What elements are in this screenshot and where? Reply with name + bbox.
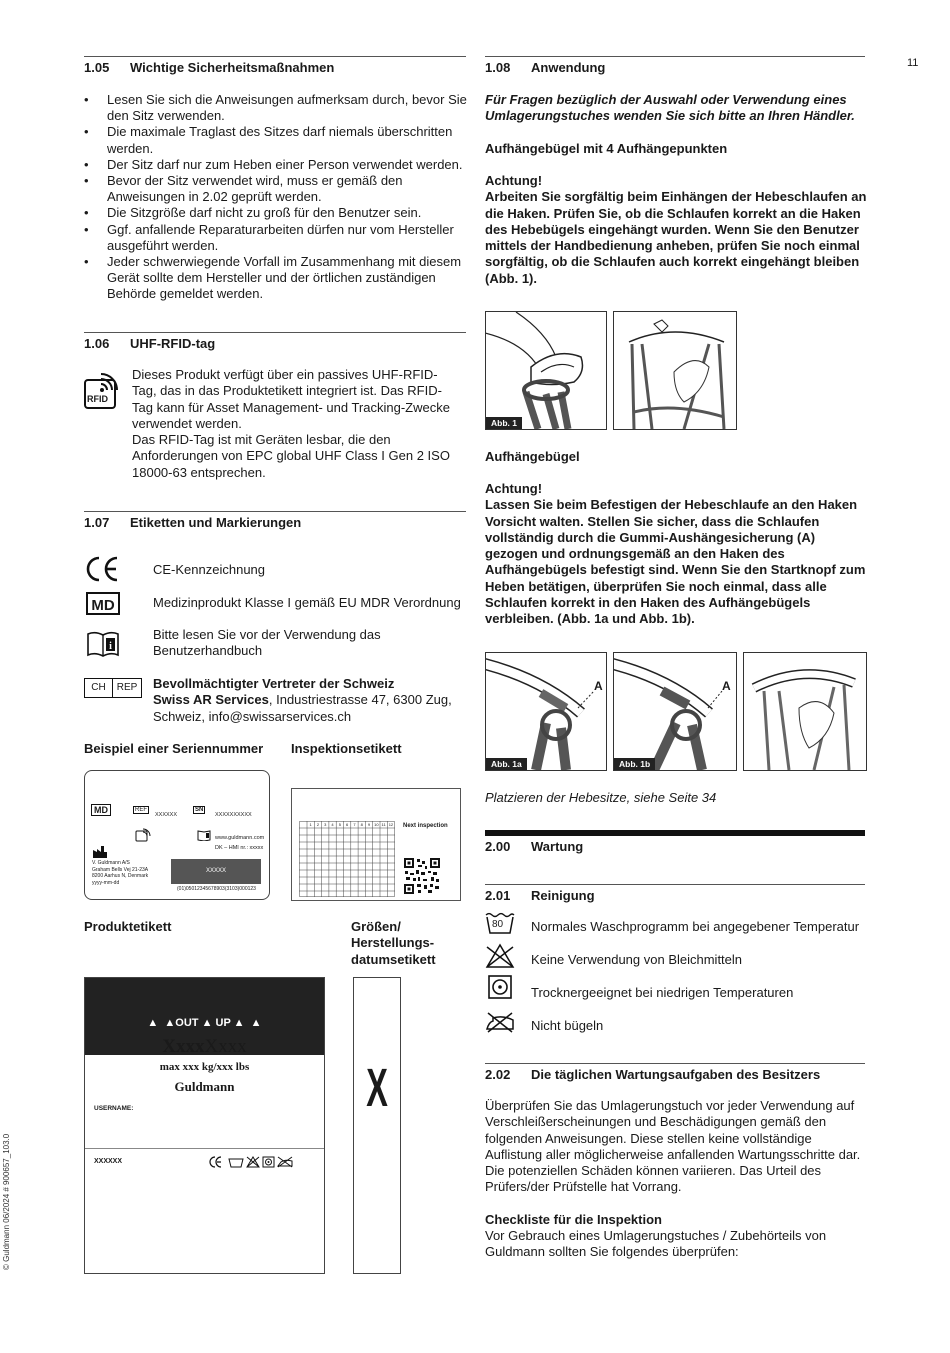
no-bleach-icon	[485, 943, 515, 974]
product-label-top-band	[85, 978, 324, 1015]
instructions-book-icon	[86, 630, 120, 658]
list-item: • Ggf. anfallende Reparaturarbeiten dürfen nur vom Hersteller ausgeführt werden.	[84, 222, 468, 254]
divider	[485, 1063, 865, 1064]
checklist-heading: Checkliste für die Inspektion	[485, 1212, 662, 1227]
divider	[85, 1148, 324, 1149]
subheading-4-point-bar: Aufhängebügel mit 4 Aufhängepunkten	[485, 141, 728, 156]
warning-1: Achtung! Arbeiten Sie sorgfältig beim Einhängen der Hebeschlaufen an die Haken. Prüfen Sie, ob die Schlaufen korrekt an die Haken des Hebebügels eingehängt wurden. Wenn Sie den Benutzer mittels der Handbedienung anheben, prüfen Sie noch einmal sorgfältig, ob die Schlaufen auch korrekt eingehängt bleiben (Abb. 1).	[485, 173, 867, 286]
rfid-icon: RFID	[84, 372, 120, 410]
instructions-small-icon	[197, 828, 211, 846]
list-item: • Die maximale Traglast des Sitzes darf niemals überschritten werden.	[84, 124, 468, 156]
product-brand: Guldmann	[174, 1079, 235, 1094]
sn-box: SN	[195, 807, 204, 813]
figure-abb-1-hook	[485, 311, 607, 430]
rfid-text: Dieses Produkt verfügt über ein passives UHF-RFID-Tag, das in das Produktetikett integriert ist. Das RFID-Tag kann für Asset Management- und Tracking-Zwecke verwendet werden. Das RFID-Tag ist mit Geräten lesbar, die den Anforderungen von EPC global UHF Class I Gen 2 ISO 18000-63 entsprechen.	[132, 367, 450, 480]
rfid-small-icon	[135, 826, 151, 847]
inspection-label	[291, 788, 461, 901]
divider	[84, 56, 466, 57]
ce-text: CE-Kennzeichnung	[153, 562, 266, 577]
divider	[485, 56, 865, 57]
footer-copyright: © Guldmann 06/2024 # 900657_103.0	[2, 1133, 11, 1270]
website: www.guldmann.com	[215, 835, 265, 841]
size-label	[353, 977, 401, 1274]
size-label-heading: Größen/ Herstellungs-datumsetikett	[351, 919, 436, 967]
list-item: • Bevor der Sitz verwendet wird, muss er gemäß den Anweisungen in 2.02 geprüft werden.	[84, 173, 468, 205]
md-small-icon: MD	[91, 804, 111, 816]
list-item: • Jeder schwerwiegende Vorfall im Zusammenhang mit diesem Gerät sollte dem Hersteller und der örtlichen zuständigen Behörde gemeldet werden.	[84, 254, 468, 303]
subheading-bar: Aufhängebügel	[485, 449, 580, 464]
ref-box: REF	[135, 807, 147, 813]
divider	[84, 332, 466, 333]
section-heading-1-06: 1.06 UHF-RFID-tag	[84, 336, 216, 351]
section-heading-2-01: 2.01 Reinigung	[485, 888, 595, 903]
serial-heading: Beispiel einer Seriennummer	[84, 741, 264, 756]
inspection-grid	[299, 821, 395, 897]
checklist-text: Vor Gebrauch eines Umlagerungstuches / Zubehörteils von Guldmann sollten Sie folgendes überprüfen:	[485, 1228, 827, 1260]
wash-80-icon: 80	[485, 911, 515, 935]
warning-2: Achtung! Lassen Sie beim Befestigen der Hebeschlaufe an den Haken Vorsicht walten. Stellen Sie sicher, dass die Schlaufen vollständig durch die Gummi-Aushängesicherung (A) gezogen und ordnungsgemäß an den Haken des Aufhängebügels befestigt sind. Wenn Sie den Startknopf zum Heben betätigen, überprüfen Sie noch einmal, dass alle Schlaufen korrekt in den Haken des Aufhängebügels verbleiben. (Abb. 1a und Abb. 1b).	[485, 481, 866, 627]
usage-intro: Für Fragen bezüglich der Auswahl oder Verwendung eines Umlagerungstuches wenden Sie sich bitte an Ihren Händler.	[485, 92, 855, 124]
inspection-columns: 1 2 3 4 5 6 7 8 9 10 11 12	[309, 822, 394, 827]
serial-number-label	[84, 770, 270, 900]
list-item: • Die Sitzgröße darf nicht zu groß für den Benutzer sein.	[84, 205, 468, 221]
list-item: • Lesen Sie sich die Anweisungen aufmerksam durch, bevor Sie den Sitz verwenden.	[84, 92, 468, 124]
divider	[485, 884, 865, 885]
safety-list	[84, 92, 468, 303]
barcode-text: (01)05012345678903(3103)000123	[177, 886, 256, 892]
ref-value: XXXXXX	[155, 812, 178, 818]
qr-code-icon	[404, 858, 440, 899]
tumble-dry-low-icon	[488, 975, 512, 1004]
out-up-marker: ▲ ▲OUT ▲ UP ▲ ▲	[85, 1015, 324, 1055]
md-text: Medizinprodukt Klasse I gemäß EU MDR Verordnung	[153, 595, 461, 610]
serial-dark-box: XXXXX	[171, 859, 261, 884]
figure-abb-1b	[613, 652, 737, 771]
figure-caption: Abb. 1	[486, 417, 522, 429]
marker-a: A	[594, 679, 603, 693]
figure-abb-1a	[485, 652, 607, 771]
figure-abb-1-overview	[743, 652, 867, 771]
manufacturer-address: V. Guldmann A/S Graham Bells Vej 21-23A 8200 Aarhus N, Denmark yyyy-mm-dd	[92, 860, 149, 886]
swiss-rep-text: Bevollmächtigter Vertreter der Schweiz Swiss AR Services, Industriestrasse 47, 6300 Zug, Schweiz, info@swissarservices.ch	[153, 676, 452, 724]
section-heading-1-08: 1.08 Anwendung	[485, 60, 606, 75]
inspection-heading: Inspektionsetikett	[291, 741, 402, 756]
no-iron-icon	[485, 1011, 515, 1038]
figure-abb-1-sling	[613, 311, 737, 430]
figure-caption: Abb. 1a	[486, 758, 527, 770]
iron-text: Nicht bügeln	[531, 1018, 604, 1033]
product-name: XxxxXxxx	[162, 1036, 247, 1057]
next-inspection-label: Next inspection	[403, 823, 448, 829]
divider-thick	[485, 830, 865, 836]
product-label	[84, 977, 325, 1274]
figure-caption: Abb. 1b	[614, 758, 655, 770]
product-code: XXXXXX	[94, 1158, 123, 1165]
section-heading-1-05: 1.05 Wichtige Sicherheitsmaßnahmen	[84, 60, 335, 75]
ch-rep-icon: CH REP	[84, 678, 142, 698]
username-field: USERNAME:	[94, 1105, 134, 1112]
sn-value: XXXXXXXXXX	[215, 812, 252, 818]
section-heading-2-02: 2.02 Die täglichen Wartungsaufgaben des Besitzers	[485, 1067, 821, 1082]
ce-mark-icon	[84, 556, 120, 582]
md-icon: MD	[86, 592, 120, 615]
section-heading-2-00: 2.00 Wartung	[485, 839, 584, 854]
maintenance-text: Überprüfen Sie das Umlagerungstuch vor jeder Verwendung auf Verschleißerscheinungen und Beschädigungen gemäß den folgenden Anweisungen. Diese stellen keine vollständige Auflistung aller möglicherweise anfallenden Wartungsschritte dar. Die potenziellen Schäden können variieren. Das Urteil des Prüfers/der Prüfstelle hat Vorrang.	[485, 1098, 861, 1195]
page-number: 11	[907, 57, 919, 69]
svg-text:i: i	[109, 641, 112, 652]
bleach-text: Keine Verwendung von Bleichmitteln	[531, 952, 743, 967]
divider	[84, 511, 466, 512]
hmi-number: DK – HMI nr.: xxxxx	[215, 845, 264, 851]
ifu-text: Bitte lesen Sie vor der Verwendung das Benutzerhandbuch	[153, 627, 381, 659]
product-label-heading: Produktetikett	[84, 919, 172, 934]
section-heading-1-07: 1.07 Etiketten und Markierungen	[84, 515, 302, 530]
placement-note: Platzieren der Hebesitze, siehe Seite 34	[485, 790, 717, 805]
care-symbols-icon	[207, 1155, 307, 1174]
product-max-load: max xxx kg/xxx lbs	[159, 1061, 250, 1073]
marker-a: A	[722, 679, 731, 693]
size-value: X	[366, 1058, 388, 1118]
wash-text: Normales Waschprogramm bei angegebener Temperatur	[531, 919, 860, 934]
dryer-text: Trocknergeeignet bei niedrigen Temperaturen	[531, 985, 794, 1000]
list-item: • Der Sitz darf nur zum Heben einer Person verwendet werden.	[84, 157, 468, 173]
